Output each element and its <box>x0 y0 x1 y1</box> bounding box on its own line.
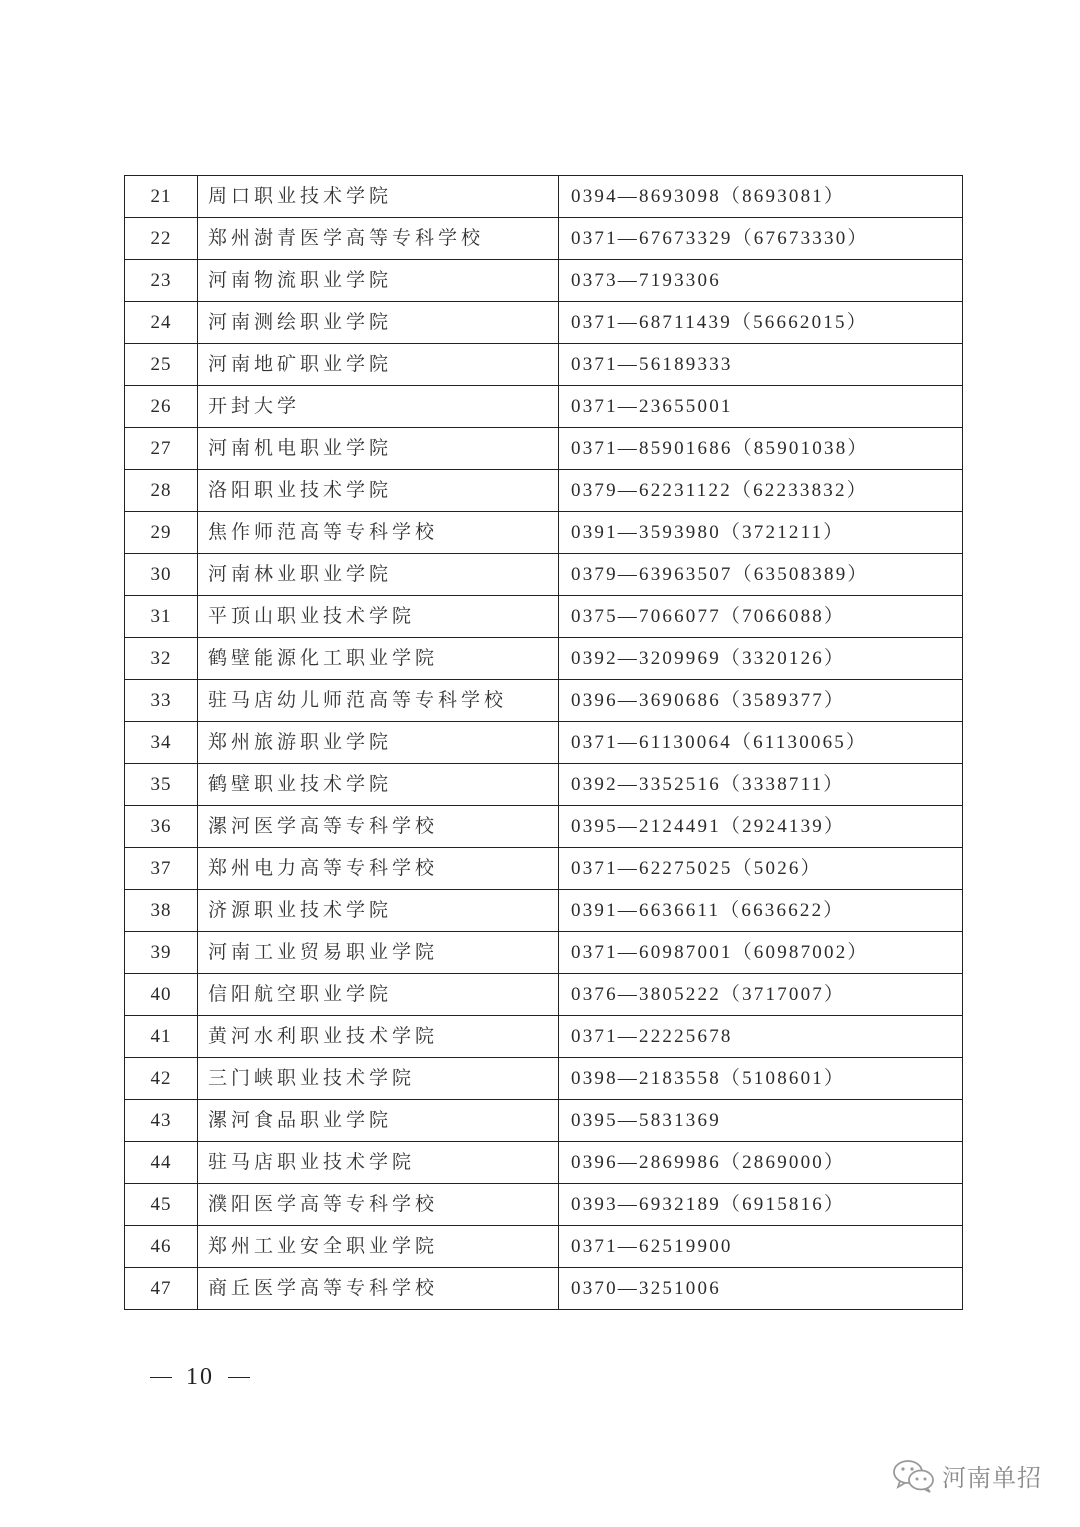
school-name: 郑州电力高等专科学校 <box>198 848 559 890</box>
row-number: 39 <box>125 932 198 974</box>
table-row <box>125 1268 963 1310</box>
phone-number: 0371—67673329（67673330） <box>559 218 963 260</box>
table-row <box>125 428 963 470</box>
dash-right <box>228 1377 250 1379</box>
watermark <box>892 1458 1042 1493</box>
phone-number: 0373—7193306 <box>559 260 963 302</box>
phone-number: 0391—6636611（6636622） <box>559 890 963 932</box>
school-name: 郑州旅游职业学院 <box>198 722 559 764</box>
phone-number: 0395—5831369 <box>559 1100 963 1142</box>
row-number: 32 <box>125 638 198 680</box>
row-number: 34 <box>125 722 198 764</box>
row-number: 33 <box>125 680 198 722</box>
table-row <box>125 218 963 260</box>
page-number <box>150 1364 250 1391</box>
phone-number: 0371—62519900 <box>559 1226 963 1268</box>
table-row <box>125 890 963 932</box>
school-name: 漯河医学高等专科学校 <box>198 806 559 848</box>
school-name: 河南测绘职业学院 <box>198 302 559 344</box>
phone-number: 0376—3805222（3717007） <box>559 974 963 1016</box>
row-number: 35 <box>125 764 198 806</box>
table-body <box>125 176 963 1310</box>
row-number: 31 <box>125 596 198 638</box>
school-name: 黄河水利职业技术学院 <box>198 1016 559 1058</box>
page-number-value: 10 <box>186 1364 214 1390</box>
school-name: 郑州澍青医学高等专科学校 <box>198 218 559 260</box>
row-number: 27 <box>125 428 198 470</box>
wechat-icon <box>892 1459 936 1493</box>
phone-number: 0398—2183558（5108601） <box>559 1058 963 1100</box>
table-row <box>125 680 963 722</box>
row-number: 21 <box>125 176 198 218</box>
table-row <box>125 386 963 428</box>
row-number: 30 <box>125 554 198 596</box>
phone-number: 0379—63963507（63508389） <box>559 554 963 596</box>
row-number: 36 <box>125 806 198 848</box>
school-name: 信阳航空职业学院 <box>198 974 559 1016</box>
school-name: 周口职业技术学院 <box>198 176 559 218</box>
phone-number: 0392—3352516（3338711） <box>559 764 963 806</box>
phone-number: 0391—3593980（3721211） <box>559 512 963 554</box>
phone-number: 0371—60987001（60987002） <box>559 932 963 974</box>
school-name: 三门峡职业技术学院 <box>198 1058 559 1100</box>
school-name: 驻马店职业技术学院 <box>198 1142 559 1184</box>
school-name: 漯河食品职业学院 <box>198 1100 559 1142</box>
table-row <box>125 638 963 680</box>
row-number: 40 <box>125 974 198 1016</box>
row-number: 43 <box>125 1100 198 1142</box>
table-row <box>125 974 963 1016</box>
row-number: 25 <box>125 344 198 386</box>
school-name: 开封大学 <box>198 386 559 428</box>
phone-number: 0371—56189333 <box>559 344 963 386</box>
school-contact-table <box>124 175 963 1310</box>
table-row <box>125 176 963 218</box>
phone-number: 0371—61130064（61130065） <box>559 722 963 764</box>
table-row <box>125 260 963 302</box>
table-row <box>125 554 963 596</box>
row-number: 38 <box>125 890 198 932</box>
phone-number: 0371—85901686（85901038） <box>559 428 963 470</box>
table-row <box>125 344 963 386</box>
phone-number: 0393—6932189（6915816） <box>559 1184 963 1226</box>
row-number: 23 <box>125 260 198 302</box>
school-name: 河南物流职业学院 <box>198 260 559 302</box>
phone-number: 0396—3690686（3589377） <box>559 680 963 722</box>
table-row <box>125 764 963 806</box>
table-row <box>125 848 963 890</box>
row-number: 26 <box>125 386 198 428</box>
phone-number: 0370—3251006 <box>559 1268 963 1310</box>
school-name: 驻马店幼儿师范高等专科学校 <box>198 680 559 722</box>
phone-number: 0375—7066077（7066088） <box>559 596 963 638</box>
school-name: 鹤壁职业技术学院 <box>198 764 559 806</box>
row-number: 24 <box>125 302 198 344</box>
row-number: 29 <box>125 512 198 554</box>
table-row <box>125 1142 963 1184</box>
school-name: 河南林业职业学院 <box>198 554 559 596</box>
table-row <box>125 806 963 848</box>
school-name: 鹤壁能源化工职业学院 <box>198 638 559 680</box>
table-row <box>125 1058 963 1100</box>
school-name: 济源职业技术学院 <box>198 890 559 932</box>
school-name: 郑州工业安全职业学院 <box>198 1226 559 1268</box>
table-row <box>125 512 963 554</box>
school-name: 河南地矿职业学院 <box>198 344 559 386</box>
row-number: 46 <box>125 1226 198 1268</box>
phone-number: 0371—68711439（56662015） <box>559 302 963 344</box>
row-number: 37 <box>125 848 198 890</box>
table-row <box>125 932 963 974</box>
row-number: 22 <box>125 218 198 260</box>
phone-number: 0396—2869986（2869000） <box>559 1142 963 1184</box>
watermark-text: 河南单招 <box>942 1464 1042 1492</box>
phone-number: 0379—62231122（62233832） <box>559 470 963 512</box>
row-number: 47 <box>125 1268 198 1310</box>
row-number: 44 <box>125 1142 198 1184</box>
table-row <box>125 596 963 638</box>
row-number: 42 <box>125 1058 198 1100</box>
phone-number: 0371—22225678 <box>559 1016 963 1058</box>
row-number: 45 <box>125 1184 198 1226</box>
table-row <box>125 722 963 764</box>
school-name: 洛阳职业技术学院 <box>198 470 559 512</box>
school-name: 商丘医学高等专科学校 <box>198 1268 559 1310</box>
table-row <box>125 1184 963 1226</box>
school-name: 平顶山职业技术学院 <box>198 596 559 638</box>
school-name: 河南工业贸易职业学院 <box>198 932 559 974</box>
table-row <box>125 1100 963 1142</box>
phone-number: 0371—62275025（5026） <box>559 848 963 890</box>
phone-number: 0394—8693098（8693081） <box>559 176 963 218</box>
school-name: 河南机电职业学院 <box>198 428 559 470</box>
school-name: 濮阳医学高等专科学校 <box>198 1184 559 1226</box>
dash-left <box>150 1377 172 1379</box>
row-number: 28 <box>125 470 198 512</box>
school-name: 焦作师范高等专科学校 <box>198 512 559 554</box>
table-row <box>125 1016 963 1058</box>
phone-number: 0395—2124491（2924139） <box>559 806 963 848</box>
table-row <box>125 470 963 512</box>
phone-number: 0371—23655001 <box>559 386 963 428</box>
phone-number: 0392—3209969（3320126） <box>559 638 963 680</box>
row-number: 41 <box>125 1016 198 1058</box>
table-row <box>125 302 963 344</box>
table-row <box>125 1226 963 1268</box>
